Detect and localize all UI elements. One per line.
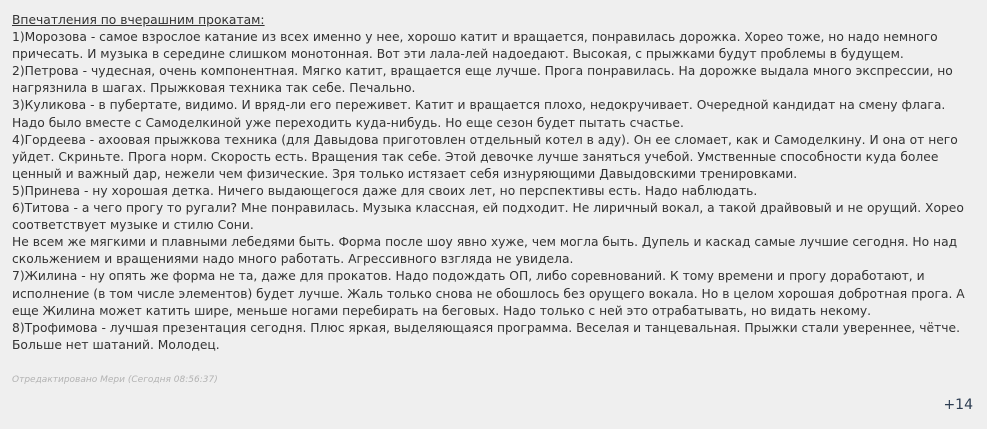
post-paragraph-6-continued: Не всем же мягкими и плавными лебедями быть. Форма после шоу явно хуже, чем могла быть. Дупель и каскад самые лучшие сегодня. Но над скольжением и вращениями надо много работать. Агрессивного взгляда не увидела. [12,235,958,267]
post-paragraph-5: 5)Принева - ну хорошая детка. Ничего выдающегося даже для своих лет, но перспективы есть. Надо наблюдать. [12,183,758,198]
post-paragraph-8: 8)Трофимова - лучшая презентация сегодня. Плюс яркая, выделяющаяся программа. Веселая и танцевальная. Прыжки стали увереннее, чётче. Больше нет шатаний. Молодец. [12,320,960,352]
edited-note: Отредактировано Мери (Сегодня 08:56:37) [12,375,218,385]
post-paragraph-1: 1)Морозова - самое взрослое катание из всех именно у нее, хорошо катит и вращается, понравилась дорожка. Хорео тоже, но надо немного причесать. И музыка в середине слишком монотонная. Вот эти лала-лей надоедают. Высокая, с прыжками будут проблемы в будущем. [12,30,938,62]
post-paragraph-4: 4)Гордеева - ахоовая прыжкова техника (для Давыдова приготовлен отдельный котел в аду). Он ее сломает, как и Самоделкину. И она от него уйдет. Скриньте. Прога норм. Скорость есть. Вращения так себе. Этой девочке лучше заняться учебой. Умственные способности куда более ценный и важный дар, нежели чем физические. Зря только истязает себя изнуряющими Давыдовскими тренировками. [12,132,958,181]
post-paragraph-3: 3)Куликова - в пубертате, видимо. И вряд-ли его переживет. Катит и вращается плохо, недокручивает. Очередной кандидат на смену флага. Надо было вместе с Самоделкиной уже переходить куда-нибудь. Но еще сезон будет пытать счастье. [12,98,946,130]
post-paragraph-6: 6)Титова - а чего прогу то ругали? Мне понравилась. Музыка классная, ей подходит. Не лиричный вокал, а такой драйвовый и не орущий. Хорео соответствует музыке и стилю Сони. [12,201,964,233]
post-title: Впечатления по вчерашним прокатам: [12,13,265,27]
post-paragraph-2: 2)Петрова - чудесная, очень компонентная. Мягко катит, вращается еще лучше. Прога понравилась. На дорожке выдала много экспрессии, но нагрязнила в шагах. Прыжковая техника так себе. Печально. [12,64,953,96]
forum-post-body [12,12,977,354]
post-rating-counter[interactable]: +14 [943,397,973,413]
post-paragraph-7: 7)Жилина - ну опять же форма не та, даже для прокатов. Надо подождать ОП, либо соревнований. К тому времени и прогу доработают, и исполнение (в том числе элементов) будет лучше. Жаль только снова не обошлось без орущего вокала. Но в целом хорошая добротная прога. А еще Жилина может катить шире, меньше ногами перебирать на беговых. Надо только с ней это отрабатывать, но видать некому. [12,269,965,318]
